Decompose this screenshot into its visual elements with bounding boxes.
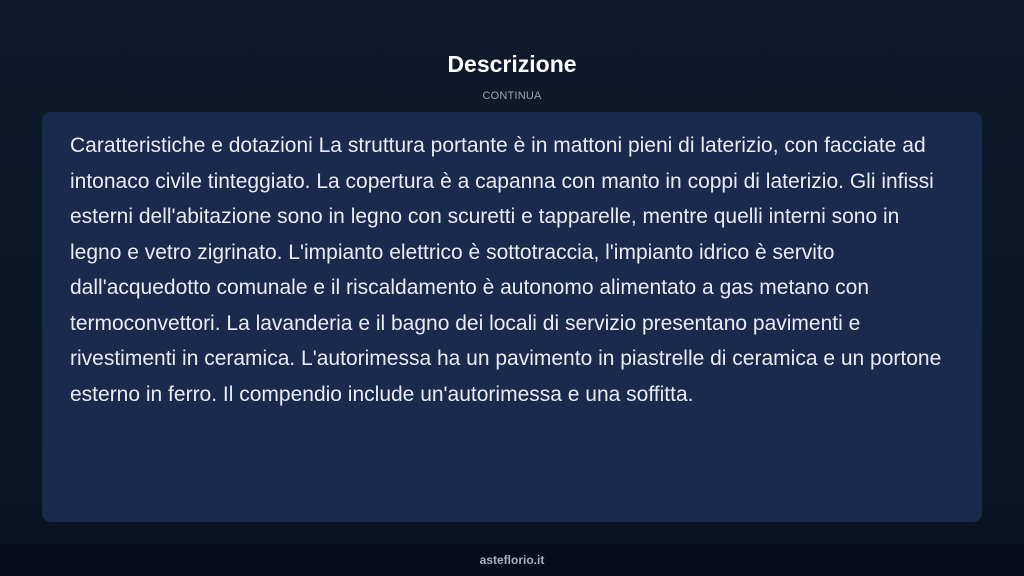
continue-link[interactable]: CONTINUA: [482, 90, 542, 102]
description-text: Caratteristiche e dotazioni La struttura portante è in mattoni pieni di laterizio, con facciate ad intonaco civile tinteggiato. La copertura è a capanna con manto in coppi di laterizio. Gli infissi esterni dell'abitazione sono in legno con scuretti e tapparelle, mentre quelli interni sono in legno e vetro zigrinato. L'impianto elettrico è sottotraccia, l'impianto idrico è servito dall'acquedotto comunale e il riscaldamento è autonomo alimentato a gas metano con termoconvettori. La lavanderia e il bagno dei locali di servizio presentano pavimenti e rivestimenti in ceramica. L'autorimessa ha un pavimento in piastrelle di ceramica e un portone esterno in ferro. Il compendio include un'autorimessa e una soffitta.: [70, 134, 942, 406]
footer: [0, 544, 1024, 576]
description-card: [42, 112, 982, 522]
page-title: Descrizione: [447, 51, 577, 77]
site-link[interactable]: asteflorio.it: [479, 553, 545, 567]
